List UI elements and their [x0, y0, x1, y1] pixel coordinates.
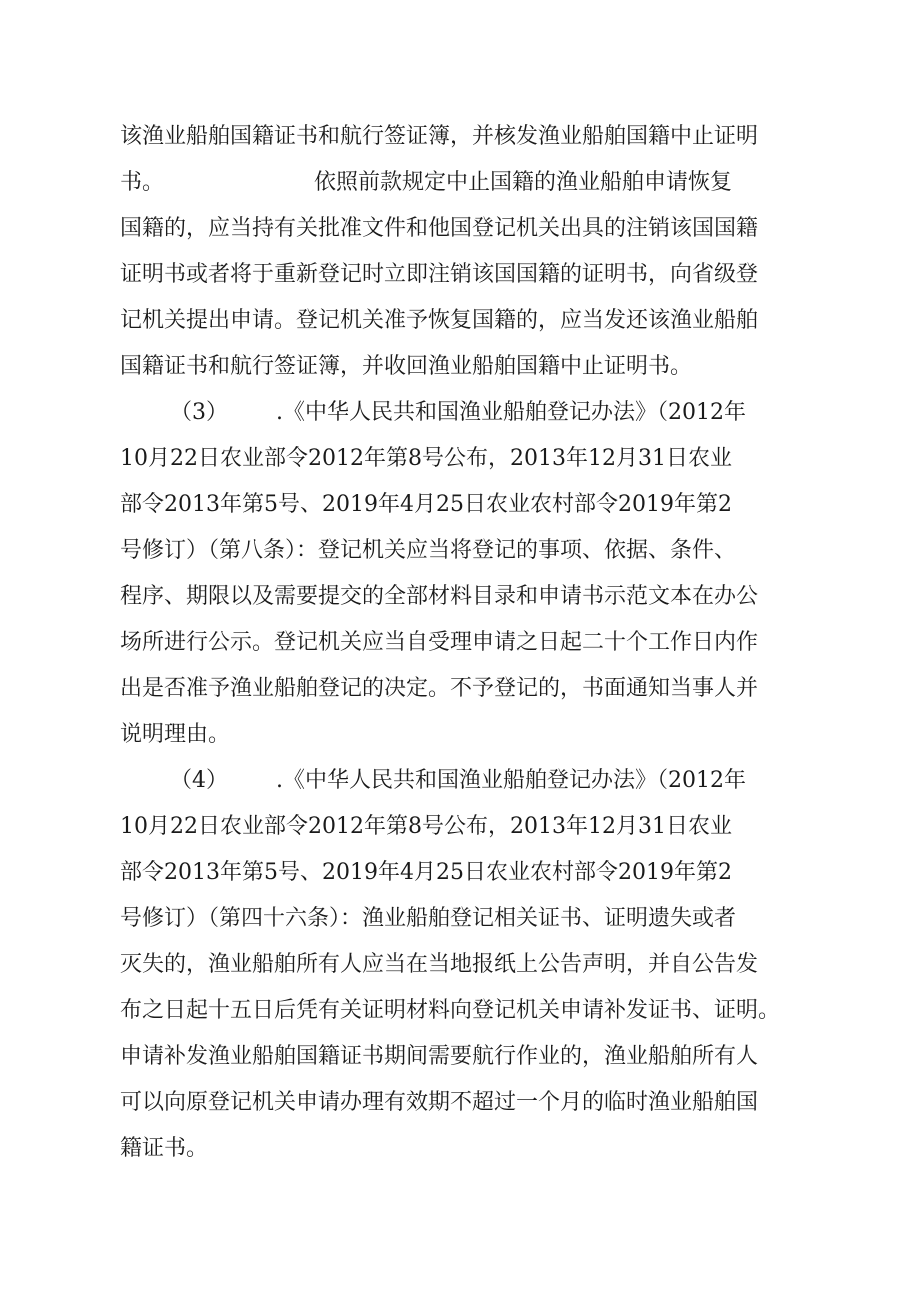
- text-segment: 书。: [120, 170, 165, 195]
- text-line: 布之日起十五日后凭有关证明材料向登记机关申请补发证书、证明。: [120, 998, 781, 1023]
- text-line: 程序、期限以及需要提交的全部材料目录和申请书示范文本在办公: [120, 584, 759, 609]
- item-number: （3）: [170, 400, 228, 425]
- text-segment: .《中华人民共和国渔业船舶登记办法》（2012年: [276, 400, 746, 425]
- text-line: 10月22日农业部令2012年第8号公布，2013年12月31日农业: [120, 814, 732, 839]
- text-line: 国籍的，应当持有关批准文件和他国登记机关出具的注销该国国籍: [120, 216, 759, 241]
- text-line: 可以向原登记机关申请办理有效期不超过一个月的临时渔业船舶国: [120, 1090, 759, 1115]
- text-line: 记机关提出申请。登记机关准予恢复国籍的，应当发还该渔业船舶: [120, 308, 759, 333]
- text-line: 申请补发渔业船舶国籍证书期间需要航行作业的，渔业船舶所有人: [120, 1044, 759, 1069]
- text-line: 场所进行公示。登记机关应当自受理申请之日起二十个工作日内作: [120, 630, 759, 655]
- item-number: （4）: [170, 768, 228, 793]
- text-line: [120, 168, 732, 198]
- text-line: 部令2013年第5号、2019年4月25日农业农村部令2019年第2: [120, 492, 732, 517]
- text-line: 号修订）（第八条）：登记机关应当将登记的事项、依据、条件、: [120, 538, 737, 563]
- text-line: 部令2013年第5号、2019年4月25日农业农村部令2019年第2: [120, 860, 732, 885]
- text-line: [170, 766, 746, 796]
- text-line: 灭失的，渔业船舶所有人应当在当地报纸上公告声明，并自公告发: [120, 952, 759, 977]
- text-line: 说明理由。: [120, 722, 231, 747]
- text-segment: 依照前款规定中止国籍的渔业船舶申请恢复: [314, 170, 733, 195]
- text-line: 号修订）（第四十六条）：渔业船舶登记相关证书、证明遗失或者: [120, 906, 737, 931]
- text-line: [170, 398, 746, 428]
- text-line: 该渔业船舶国籍证书和航行签证簿，并核发渔业船舶国籍中止证明: [120, 124, 759, 149]
- text-line: 10月22日农业部令2012年第8号公布，2013年12月31日农业: [120, 446, 732, 471]
- text-line: 出是否准予渔业船舶登记的决定。不予登记的，书面通知当事人并: [120, 676, 759, 701]
- text-segment: .《中华人民共和国渔业船舶登记办法》（2012年: [276, 768, 746, 793]
- text-line: 证明书或者将于重新登记时立即注销该国国籍的证明书，向省级登: [120, 262, 759, 287]
- text-line: 国籍证书和航行签证簿，并收回渔业船舶国籍中止证明书。: [120, 354, 693, 379]
- text-line: 籍证书。: [120, 1136, 209, 1161]
